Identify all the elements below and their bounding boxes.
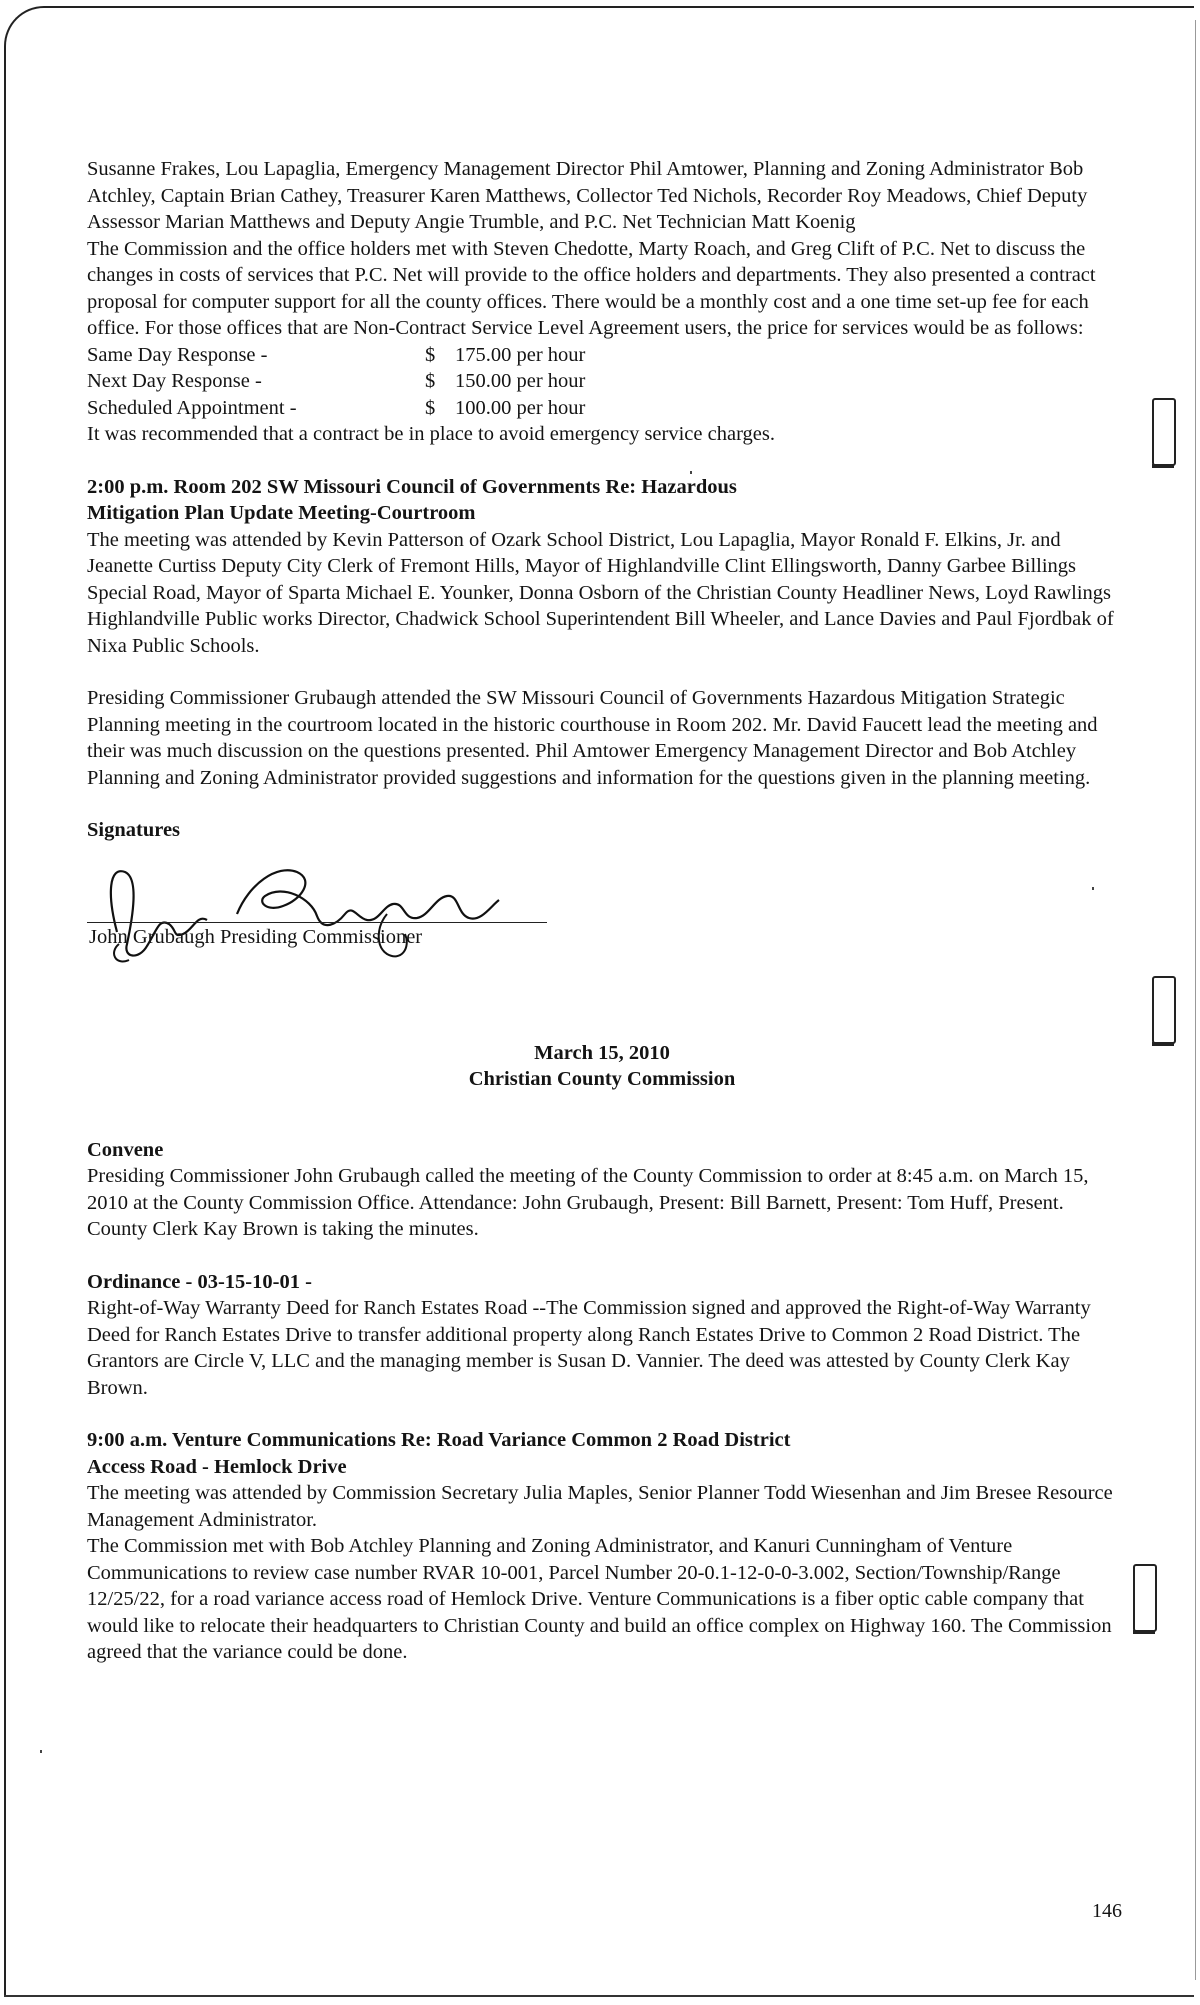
fee-row [87,368,1117,395]
fee-amount: 100.00 per hour [455,396,586,419]
signer-name: John Grubaugh Presiding Commissioner [89,925,423,948]
fee-label: Same Day Response - [87,343,268,366]
scan-edge [1195,20,1196,1980]
scan-speck [40,1750,42,1753]
convene-heading: Convene [87,1138,164,1161]
recommendation: It was recommended that a contract be in place to avoid emergency service charges. [87,423,775,445]
fee-dollar: $ [425,370,436,392]
document-page [87,156,1117,1666]
ordinance-heading: Ordinance - 03-15-10-01 - [87,1270,312,1293]
fee-dollar: $ [425,343,436,366]
ordinance-text: Right-of-Way Warranty Deed for Ranch Estates Road --The Commission signed and approved the Right-of-Way Warranty Deed for Ranch Estates Drive to transfer additional property along Ranch Estates Drive to Common 2 Road District. The Grantors are Circle V, LLC and the managing member is Susan D. Vannier. The deed was attested by County Clerk Kay Brown. [87,1297,1091,1399]
fee-label: Next Day Response - [87,370,262,392]
venture-attendance: The meeting was attended by Commission Secretary Julia Maples, Senior Planner Todd Wiesenhan and Jim Bresee Resource Management Administrator. [87,1482,1113,1531]
session-date: March 15, 2010 [534,1041,670,1064]
page-number: 146 [1092,1900,1122,1922]
binder-hole-middle [1152,976,1176,1044]
fee-table [87,342,1117,422]
fee-dollar: $ [425,396,436,419]
signature-line [87,922,547,923]
binder-hole-bottom [1133,1564,1157,1632]
scan-bottom-edge [4,1995,1194,1997]
venture-heading-line2: Access Road - Hemlock Drive [87,1455,347,1478]
fee-label: Scheduled Appointment - [87,396,297,419]
fee-amount: 175.00 per hour [455,343,586,366]
binder-hole-top [1152,398,1176,466]
venture-heading-line1: 9:00 a.m. Venture Communications Re: Road Variance Common 2 Road District [87,1429,791,1451]
hazard-attendance: The meeting was attended by Kevin Patterson of Ozark School District, Lou Lapaglia, Mayor Ronald F. Elkins, Jr. and Jeanette Curtiss Deputy City Clerk of Fremont Hills, Mayor of Highlandville Clint Ellingsworth, Danny Garbee Billings Special Road, Mayor of Sparta Michael E. Younker, Donna Osborn of the Christian County Headliner News, Loyd Rawlings Highlandville Public works Director, Chadwick School Superintendent Bill Wheeler, and Lance Davies and Paul Fjordbak of Nixa Public Schools. [87,528,1114,657]
hazard-summary: Presiding Commissioner Grubaugh attended the SW Missouri Council of Governments Hazardous Mitigation Strategic Planning meeting in the courtroom located in the historic courthouse in Room 202. Mr. David Faucett lead the meeting and their was much discussion on the questions presented. Phil Amtower Emergency Management Director and Bob Atchley Planning and Zoning Administrator provided suggestions and information for the questions given in the planning meeting. [87,687,1098,789]
fee-row [87,342,1117,369]
fee-amount: 150.00 per hour [455,370,586,392]
fee-row [87,395,1117,422]
signatures-heading: Signatures [87,819,181,841]
venture-text: The Commission met with Bob Atchley Planning and Zoning Administrator, and Kanuri Cunningham of Venture Communications to review case number RVAR 10-001, Parcel Number 20-0.1-12-0-0-3.002, Section/Township/Range 12/25/22, for a road variance access road of Hemlock Drive. Venture Communications is a fiber optic cable company that would like to relocate their headquarters to Christian County and build an office complex on Highway 160. The Commission agreed that the variance could be done. [87,1535,1112,1663]
hazard-heading-line2: Mitigation Plan Update Meeting-Courtroom [87,502,476,524]
attendees-paragraph: Susanne Frakes, Lou Lapaglia, Emergency Management Director Phil Amtower, Planning and Zoning Administrator Bob Atchley, Captain Brian Cathey, Treasurer Karen Matthews, Collector Ted Nichols, Recorder Roy Meadows, Chief Deputy Assessor Marian Matthews and Deputy Angie Trumble, and P.C. Net Technician Matt Koenig [87,158,1088,233]
session-body: Christian County Commission [468,1068,736,1090]
signature-block [87,854,1117,974]
pcnet-discussion: The Commission and the office holders met with Steven Chedotte, Marty Roach, and Greg Clift of P.C. Net to discuss the changes in costs of services that P.C. Net will provide to the office holders and departments. They also presented a contract proposal for computer support for all the county offices. There would be a monthly cost and a one time set-up fee for each office. For those offices that are Non-Contract Service Level Agreement users, the price for services would be as follows: [87,237,1096,339]
hazard-heading-line1: 2:00 p.m. Room 202 SW Missouri Council of Governments Re: Hazardous [87,475,737,498]
convene-text: Presiding Commissioner John Grubaugh called the meeting of the County Commission to order at 8:45 a.m. on March 15, 2010 at the County Commission Office. Attendance: John Grubaugh, Present: Bill Barnett, Present: Tom Huff, Present. County Clerk Kay Brown is taking the minutes. [87,1165,1089,1240]
